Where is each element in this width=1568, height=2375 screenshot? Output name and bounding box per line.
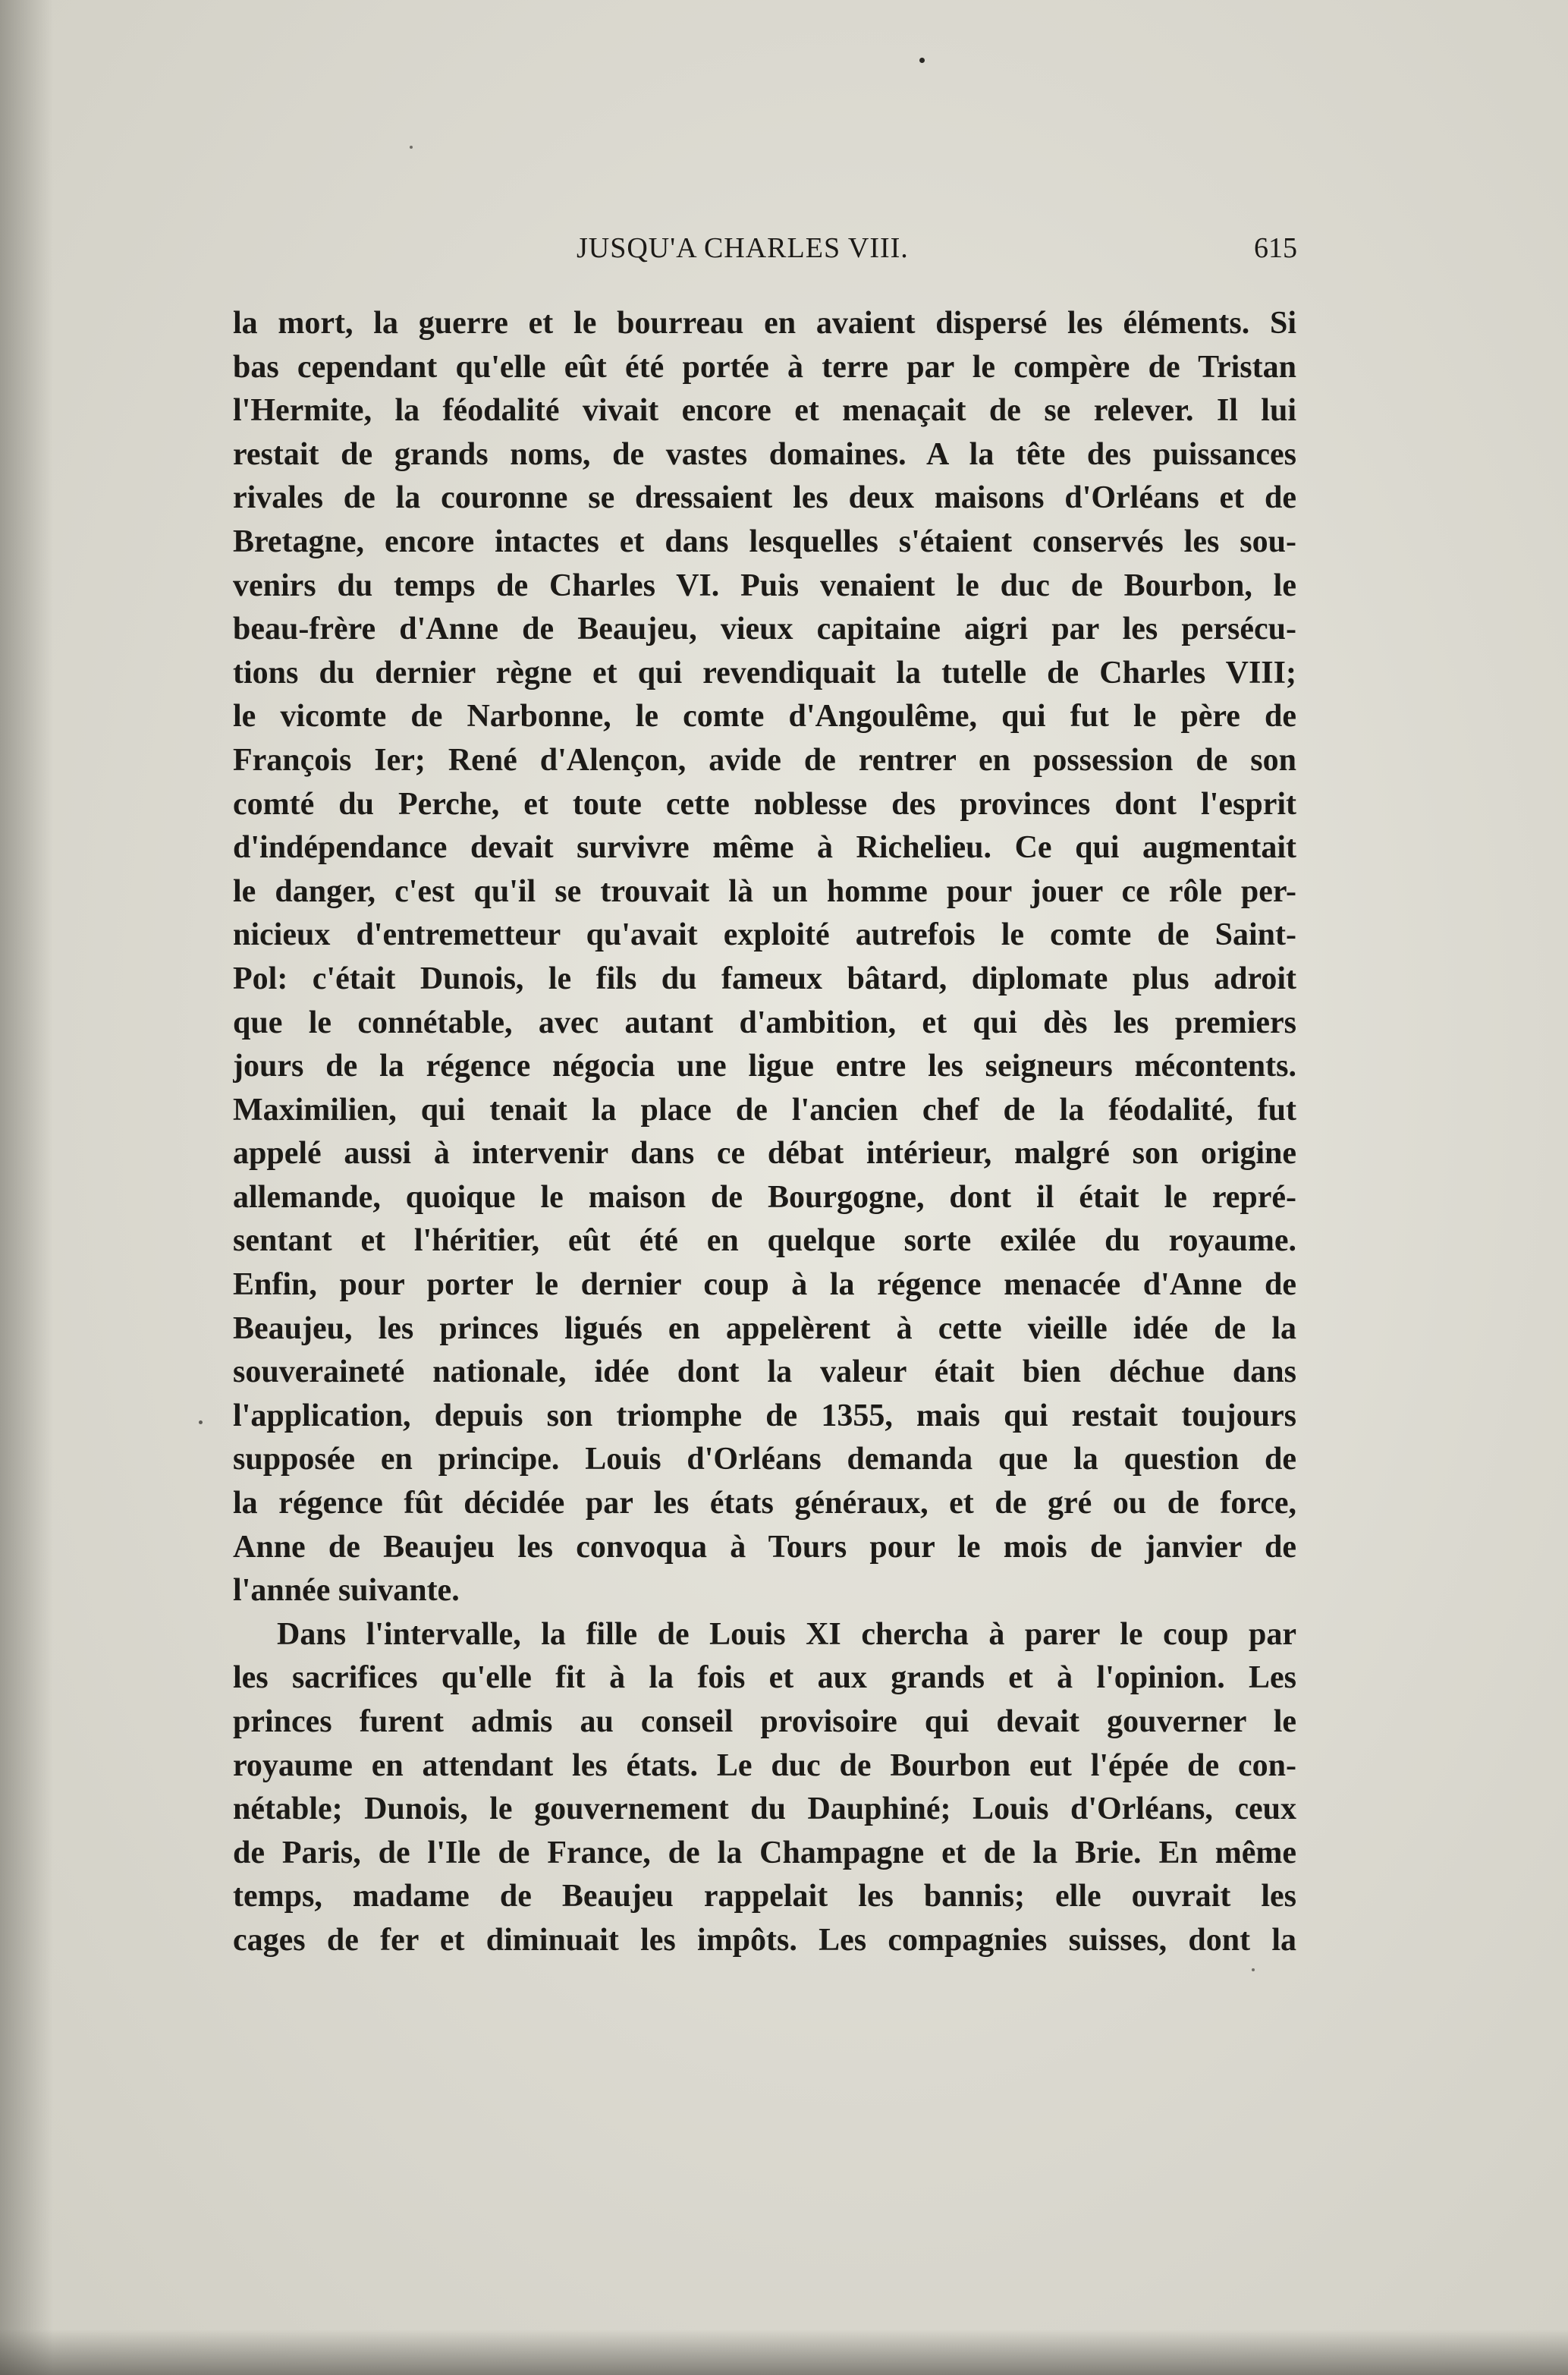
ink-speck [410, 146, 413, 149]
text-line: Pol: c'était Dunois, le fils du fameux bâtard, diplomate plus adroit [233, 961, 1296, 996]
running-head [235, 231, 1297, 269]
paragraph [233, 302, 1296, 1613]
text-line: Dans l'intervalle, la fille de Louis XI chercha à parer le coup par [277, 1616, 1296, 1652]
paragraph [233, 1613, 1296, 1963]
running-title: JUSQU'A CHARLES VIII. [577, 232, 909, 264]
text-line: Enfin, pour porter le dernier coup à la régence menacée d'Anne de [233, 1267, 1296, 1303]
text-line: comté du Perche, et toute cette noblesse des provinces dont l'esprit [233, 786, 1296, 822]
ink-speck [1252, 1968, 1255, 1971]
text-line: de Paris, de l'Ile de France, de la Champagne et de la Brie. En même [233, 1835, 1296, 1870]
text-line: l'application, depuis son triomphe de 1355, mais qui restait toujours [233, 1398, 1296, 1433]
text-line: François Ier; René d'Alençon, avide de rentrer en possession de son [233, 742, 1296, 778]
text-line: cages de fer et diminuait les impôts. Les compagnies suisses, dont la [233, 1922, 1296, 1958]
text-line: la régence fût décidée par les états généraux, et de gré ou de force, [233, 1486, 1296, 1521]
text-line: allemande, quoique le maison de Bourgogne, dont il était le repré- [233, 1179, 1296, 1215]
text-line: bas cependant qu'elle eût été portée à terre par le compère de Tristan [233, 349, 1296, 385]
text-line: souveraineté nationale, idée dont la valeur était bien déchue dans [233, 1354, 1296, 1390]
bottom-edge-shadow [0, 2329, 1568, 2375]
text-line: l'année suivante. [233, 1573, 460, 1609]
body-text [233, 302, 1296, 1963]
text-line: nicieux d'entremetteur qu'avait exploité autrefois le comte de Saint- [233, 917, 1296, 953]
ink-speck [919, 58, 925, 63]
text-line: Beaujeu, les princes ligués en appelèrent à cette vieille idée de la [233, 1310, 1296, 1346]
text-line: le vicomte de Narbonne, le comte d'Angoulême, qui fut le père de [233, 699, 1296, 735]
text-line: nétable; Dunois, le gouvernement du Dauphiné; Louis d'Orléans, ceux [233, 1791, 1296, 1827]
text-line: que le connétable, avec autant d'ambition, et qui dès les premiers [233, 1005, 1296, 1040]
text-line: tions du dernier règne et qui revendiquait la tutelle de Charles VIII; [233, 655, 1296, 690]
text-line: jours de la régence négocia une ligue entre les seigneurs mécontents. [233, 1049, 1296, 1084]
text-line: Anne de Beaujeu les convoqua à Tours pour le mois de janvier de [233, 1529, 1296, 1565]
text-line: d'indépendance devait survivre même à Richelieu. Ce qui augmentait [233, 830, 1296, 866]
text-line: supposée en principe. Louis d'Orléans demanda que la question de [233, 1442, 1296, 1477]
ink-speck [199, 1420, 203, 1424]
text-line: Bretagne, encore intactes et dans lesquelles s'étaient conservés les sou- [233, 524, 1296, 559]
text-line: les sacrifices qu'elle fit à la fois et aux grands et à l'opinion. Les [233, 1660, 1296, 1696]
text-line: sentant et l'héritier, eût été en quelque sorte exilée du royaume. [233, 1223, 1296, 1259]
text-line: temps, madame de Beaujeu rappelait les bannis; elle ouvrait les [233, 1879, 1296, 1914]
text-line: restait de grands noms, de vastes domaines. A la tête des puissances [233, 436, 1296, 472]
text-line: princes furent admis au conseil provisoire qui devait gouverner le [233, 1704, 1296, 1739]
text-line: Maximilien, qui tenait la place de l'ancien chef de la féodalité, fut [233, 1092, 1296, 1128]
text-line: venirs du temps de Charles VI. Puis venaient le duc de Bourbon, le [233, 568, 1296, 603]
text-line: rivales de la couronne se dressaient les deux maisons d'Orléans et de [233, 480, 1296, 516]
text-line: la mort, la guerre et le bourreau en avaient dispersé les éléments. Si [233, 306, 1296, 341]
text-line: l'Hermite, la féodalité vivait encore et menaçait de se relever. Il lui [233, 393, 1296, 429]
page-number: 615 [1254, 232, 1297, 264]
text-line: beau-frère d'Anne de Beaujeu, vieux capitaine aigri par les persécu- [233, 612, 1296, 647]
text-line: appelé aussi à intervenir dans ce débat intérieur, malgré son origine [233, 1136, 1296, 1172]
text-line: royaume en attendant les états. Le duc de Bourbon eut l'épée de con- [233, 1747, 1296, 1783]
text-line: le danger, c'est qu'il se trouvait là un homme pour jouer ce rôle per- [233, 873, 1296, 909]
binding-shadow [0, 0, 53, 2375]
